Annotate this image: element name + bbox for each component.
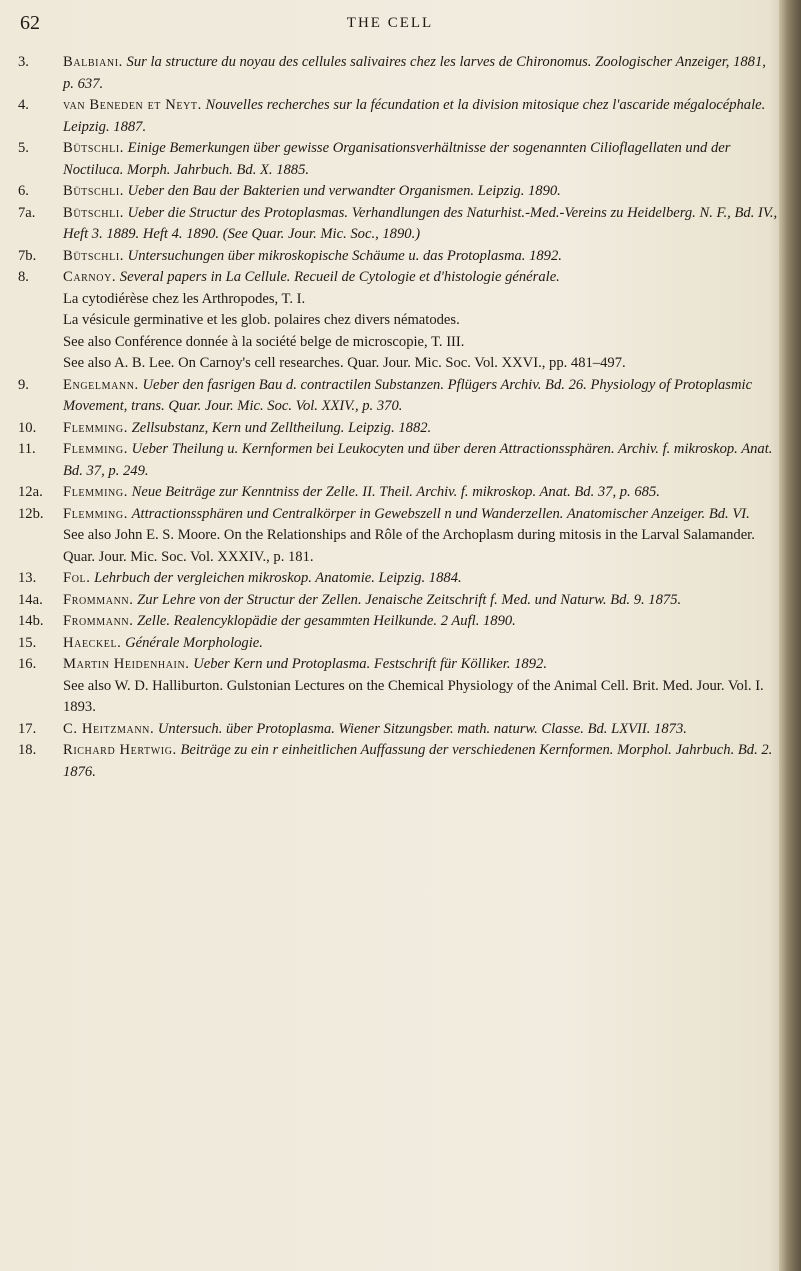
reference-body (63, 181, 778, 203)
reference-author: Engelmann. (63, 376, 139, 393)
reference-body (63, 418, 778, 440)
reference-entry (18, 418, 778, 440)
reference-number: 11. (18, 441, 36, 457)
reference-author: C. Heitzmann. (63, 720, 155, 737)
reference-number: 12a. (18, 484, 43, 500)
reference-body (63, 267, 778, 289)
reference-number: 3. (18, 54, 29, 70)
reference-text: Neue Beiträge zur Kenntniss der Zelle. II. Theil. Archiv. f. mikroskop. Anat. Bd. 37, p. 685. (131, 484, 660, 500)
reference-author: Bütschli. (63, 183, 125, 199)
reference-body (63, 95, 778, 138)
reference-entry (18, 590, 778, 612)
reference-entry (18, 181, 778, 203)
reference-list (18, 52, 778, 783)
reference-text: Ueber den Bau der Bakterien und verwandter Organismen. Leipzig. 1890. (127, 183, 561, 199)
reference-author: Flemming. (63, 441, 128, 457)
reference-body (63, 611, 778, 633)
reference-number: 13. (18, 570, 37, 586)
running-head: THE CELL (346, 15, 434, 31)
reference-author: Haeckel. (63, 634, 122, 651)
reference-author: Flemming. (63, 419, 128, 436)
reference-author: van Beneden et Neyt. (63, 97, 202, 113)
reference-author: Bütschli. (63, 140, 125, 156)
reference-author: Balbiani. (63, 54, 123, 70)
reference-text: Zelle. Realencyklopädie der gesammten Heilkunde. 2 Aufl. 1890. (137, 613, 516, 629)
reference-text: Untersuchungen über mikroskopische Schäume u. das Protoplasma. 1892. (127, 247, 562, 264)
reference-number: 5. (18, 140, 29, 156)
reference-body (63, 633, 778, 655)
reference-body (63, 439, 778, 482)
reference-text: Ueber den fasrigen Bau d. contractilen Substanzen. Pflügers Archiv. Bd. 26. Physiology of Protoplasmic Movement, trans. Quar. Jour. Mic. Soc. Vol. XXIV., p. 370. (63, 376, 753, 414)
reference-number: 15. (18, 634, 37, 651)
reference-entry (18, 611, 778, 633)
reference-number: 7b. (18, 247, 37, 264)
reference-entry (18, 375, 778, 418)
reference-number: 4. (18, 97, 29, 113)
reference-note: La cytodiérèse chez les Arthropodes, T. I. (63, 290, 306, 307)
reference-entry (18, 439, 778, 482)
reference-entry (18, 633, 778, 655)
reference-author: Bütschli. (63, 247, 125, 264)
reference-entry (18, 52, 778, 95)
reference-text: Attractionssphären und Centralkörper in Gewebszell n und Wanderzellen. Anatomischer Anzeiger. Bd. VI. (131, 505, 750, 522)
reference-text: Ueber Theilung u. Kernformen bei Leukocyten und über deren Attractionssphären. Archiv. f. mikroskop. Anat. Bd. 37, p. 249. (63, 441, 773, 479)
reference-entry (18, 719, 778, 741)
reference-body (63, 375, 778, 418)
reference-number: 8. (18, 269, 29, 285)
reference-author: Frommann. (63, 591, 134, 608)
reference-text: Lehrbuch der vergleichen mikroskop. Anatomie. Leipzig. 1884. (94, 570, 462, 586)
reference-body (63, 203, 778, 246)
reference-entry (18, 568, 778, 590)
reference-text: Nouvelles recherches sur la fécundation et la division mitosique chez l'ascaride mégalocéphale. Leipzig. 1887. (63, 97, 766, 135)
reference-number: 10. (18, 419, 37, 436)
reference-number: 6. (18, 183, 29, 199)
reference-note: See also W. D. Halliburton. Gulstonian Lectures on the Chemical Physiology of the Animal Cell. Brit. Med. Jour. Vol. I. 1893. (63, 677, 764, 715)
reference-entry (18, 246, 778, 268)
reference-text: Untersuch. über Protoplasma. Wiener Sitzungsber. math. naturw. Classe. Bd. LXVII. 1873. (157, 720, 687, 737)
reference-author: Bütschli. (63, 204, 125, 221)
reference-number: 7a. (18, 204, 36, 221)
reference-text: Several papers in La Cellule. Recueil de Cytologie et d'histologie générale. (119, 269, 560, 285)
reference-body (63, 138, 778, 181)
reference-number: 18. (18, 742, 37, 758)
reference-body (63, 504, 778, 526)
reference-text: Zellsubstanz, Kern und Zelltheilung. Leipzig. 1882. (131, 419, 432, 436)
reference-text: Einige Bemerkungen über gewisse Organisationsverhältnisse der sogenannten Cilioflagellaten und der Noctiluca. Morph. Jahrbuch. Bd. X. 1885. (63, 140, 731, 178)
reference-author: Fol. (63, 570, 91, 586)
reference-body (63, 482, 778, 504)
reference-entry (18, 504, 778, 569)
reference-number: 14a. (18, 591, 43, 608)
reference-body (63, 246, 778, 268)
reference-text: Zur Lehre von der Structur der Zellen. Jenaische Zeitschrift f. Med. und Naturw. Bd. 9. 1875. (137, 591, 682, 608)
reference-number: 14b. (18, 613, 44, 629)
reference-author: Carnoy. (63, 269, 117, 285)
reference-author: Flemming. (63, 505, 128, 522)
reference-author: Richard Hertwig. (63, 742, 177, 758)
reference-body (63, 590, 778, 612)
reference-text: Ueber die Structur des Protoplasmas. Verhandlungen des Naturhist.-Med.-Vereins zu Heidelberg. N. F., Bd. IV., Heft 3. 1889. Heft 4. 1890. (See Quar. Jour. Mic. Soc., 1890.) (63, 204, 778, 242)
reference-body (63, 568, 778, 590)
page-number: 62 (20, 12, 40, 34)
reference-number: 17. (18, 720, 37, 737)
reference-note: See also A. B. Lee. On Carnoy's cell researches. Quar. Jour. Mic. Soc. Vol. XXVI., pp. 481–497. (63, 355, 626, 371)
reference-entry (18, 740, 778, 783)
reference-body (63, 740, 778, 783)
reference-body (63, 719, 778, 741)
reference-note: See also Conférence donnée à la société belge de microscopie, T. III. (63, 333, 465, 350)
reference-author: Martin Heidenhain. (63, 656, 190, 672)
reference-entry (18, 95, 778, 138)
reference-entry (18, 138, 778, 181)
reference-author: Flemming. (63, 484, 128, 500)
book-spine-shadow (779, 0, 801, 1271)
reference-body (63, 52, 778, 95)
reference-entry (18, 654, 778, 719)
reference-entry (18, 267, 778, 375)
reference-number: 16. (18, 656, 37, 672)
reference-entry (18, 203, 778, 246)
reference-note: La vésicule germinative et les glob. polaires chez divers nématodes. (63, 312, 460, 328)
reference-number: 12b. (18, 505, 44, 522)
reference-body (63, 654, 778, 676)
reference-note: See also John E. S. Moore. On the Relationships and Rôle of the Archoplasm during mitosis in the Larval Salamander. Quar. Jour. Mic. Soc. Vol. XXXIV., p. 181. (63, 527, 755, 565)
page-header (0, 6, 780, 46)
reference-text: Beiträge zu ein r einheitlichen Auffassung der verschiedenen Kernformen. Morphol. Jahrbuch. Bd. 2. 1876. (63, 742, 773, 780)
reference-text: Sur la structure du noyau des cellules salivaires chez les larves de Chironomus. Zoologischer Anzeiger, 1881, p. 637. (63, 54, 766, 92)
reference-author: Frommann. (63, 613, 134, 629)
reference-text: Générale Morphologie. (125, 634, 263, 651)
reference-text: Ueber Kern und Protoplasma. Festschrift für Kölliker. 1892. (193, 656, 547, 672)
reference-number: 9. (18, 376, 29, 393)
reference-entry (18, 482, 778, 504)
